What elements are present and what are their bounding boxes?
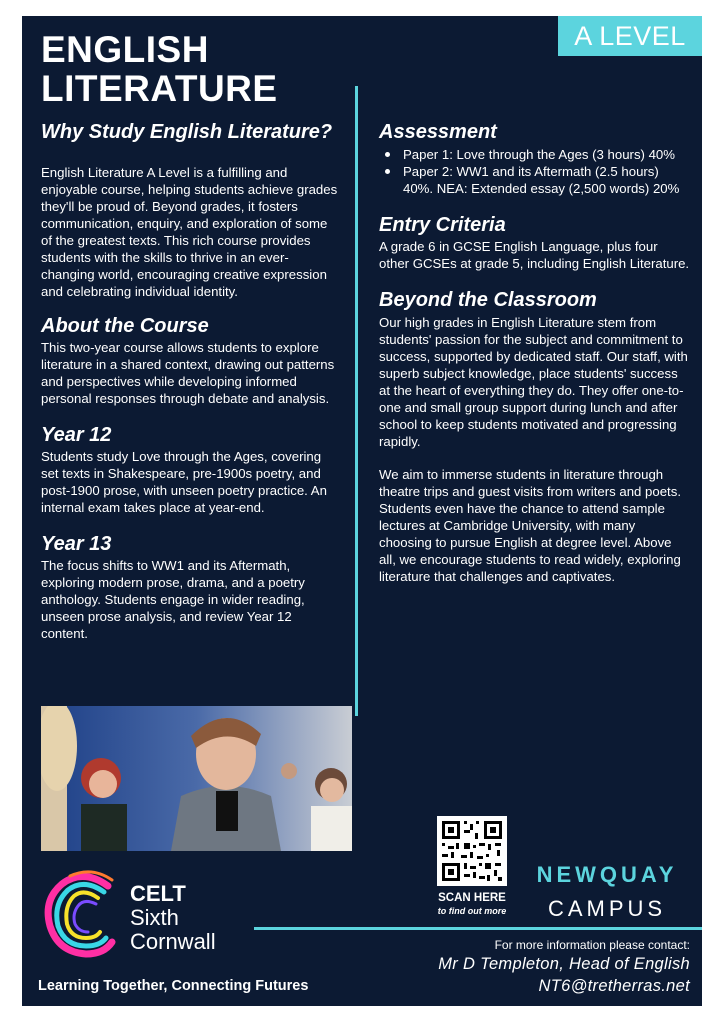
beyond-body-2: We aim to immerse students in literature through theatre trips and guest visits from writers and poets. Students even have the chance to attend sample lectures at Cambridge University, with many choosing to pursue English at degree level. Above all, we encourage students to read widely, exploring literature that challenges and captivates. xyxy=(379,467,681,584)
beyond-heading: Beyond the Classroom xyxy=(379,289,597,311)
level-badge: A LEVEL xyxy=(558,16,702,56)
contact-intro: For more information please contact: xyxy=(494,938,690,952)
logo-celt: CELT xyxy=(130,881,186,906)
entry-section xyxy=(379,213,691,272)
title-line-2: LITERATURE xyxy=(41,68,278,109)
why-heading: Why Study English Literature? xyxy=(41,121,333,143)
classroom-photo-svg xyxy=(41,706,352,851)
page-title xyxy=(41,30,341,108)
scan-here-text: SCAN HERE xyxy=(438,892,506,904)
scan-caption xyxy=(419,892,525,916)
beyond-body-1: Our high grades in English Literature stem from students' passion for the subject and commitment to success, supported by dedicated staff. Our staff, with superb subject knowledge, place students' success at the heart of everything they do. They offer one-to-one and small group support during lunch and after school to keep students motivated and progressing rapidly. xyxy=(379,315,688,449)
tagline: Learning Together, Connecting Futures xyxy=(38,978,309,994)
title-line-1: ENGLISH xyxy=(41,29,209,70)
classroom-photo xyxy=(41,706,352,851)
qr-code-icon[interactable] xyxy=(437,816,507,886)
flyer-page xyxy=(22,16,702,1006)
contact-email-link[interactable]: NT6@tretherras.net xyxy=(538,977,690,995)
assessment-heading: Assessment xyxy=(379,121,497,143)
assessment-list xyxy=(385,146,691,197)
logo-sixth: Sixth xyxy=(130,905,179,930)
year13-section xyxy=(41,532,339,642)
campus-name: NEWQUAY xyxy=(536,862,678,887)
contact-block xyxy=(438,937,690,997)
celt-logo xyxy=(38,866,248,966)
why-body: English Literature A Level is a fulfilling and enjoyable course, helping students achieve grades they'll be proud of. Beyond grades, it fosters communication, enquiry, and exploration of some of the greatest texts. This rich course provides students with the skills to thrive in an ever-changing world, encouraging creative expression and celebrating individual identity. xyxy=(41,165,338,299)
year12-section xyxy=(41,423,339,516)
celt-logo-mark-icon xyxy=(38,866,128,966)
beyond-section xyxy=(379,288,691,585)
assessment-section xyxy=(379,120,691,197)
year13-body: The focus shifts to WW1 and its Aftermath, exploring modern prose, drama, and a poetry anthology. Students engage in wider reading, unseen prose analysis, and review Year 12 content. xyxy=(41,558,305,641)
why-section xyxy=(41,120,339,300)
logo-text xyxy=(130,882,216,954)
campus-label: CAMPUS xyxy=(547,896,667,921)
right-column xyxy=(379,120,691,585)
scan-sub-text: to find out more xyxy=(437,906,507,916)
qr-code-svg xyxy=(437,816,507,886)
year12-body: Students study Love through the Ages, covering set texts in Shakespeare, pre-1900s poetry, and post-1900 prose, with unseen poetry practice. An internal exam takes place at year-end. xyxy=(41,449,327,515)
entry-heading: Entry Criteria xyxy=(379,214,506,236)
logo-cornwall: Cornwall xyxy=(130,929,216,954)
entry-body: A grade 6 in GCSE English Language, plus four other GCSEs at grade 5, including English Literature. xyxy=(379,239,690,271)
column-divider xyxy=(355,86,358,716)
year13-heading: Year 13 xyxy=(41,533,112,555)
about-section xyxy=(41,314,339,407)
footer-rule xyxy=(254,927,702,930)
left-column xyxy=(41,120,339,642)
assessment-item: Paper 2: WW1 and its Aftermath (2.5 hours) 40%. NEA: Extended essay (2,500 words) 20% xyxy=(385,163,691,197)
about-heading: About the Course xyxy=(41,315,209,337)
assessment-item: Paper 1: Love through the Ages (3 hours) 40% xyxy=(385,146,691,163)
about-body: This two-year course allows students to explore literature in a shared context, drawing out patterns and perspectives while developing informed personal responses through debate and analysis. xyxy=(41,340,335,406)
year12-heading: Year 12 xyxy=(41,424,112,446)
contact-name: Mr D Templeton, Head of English xyxy=(438,955,690,973)
